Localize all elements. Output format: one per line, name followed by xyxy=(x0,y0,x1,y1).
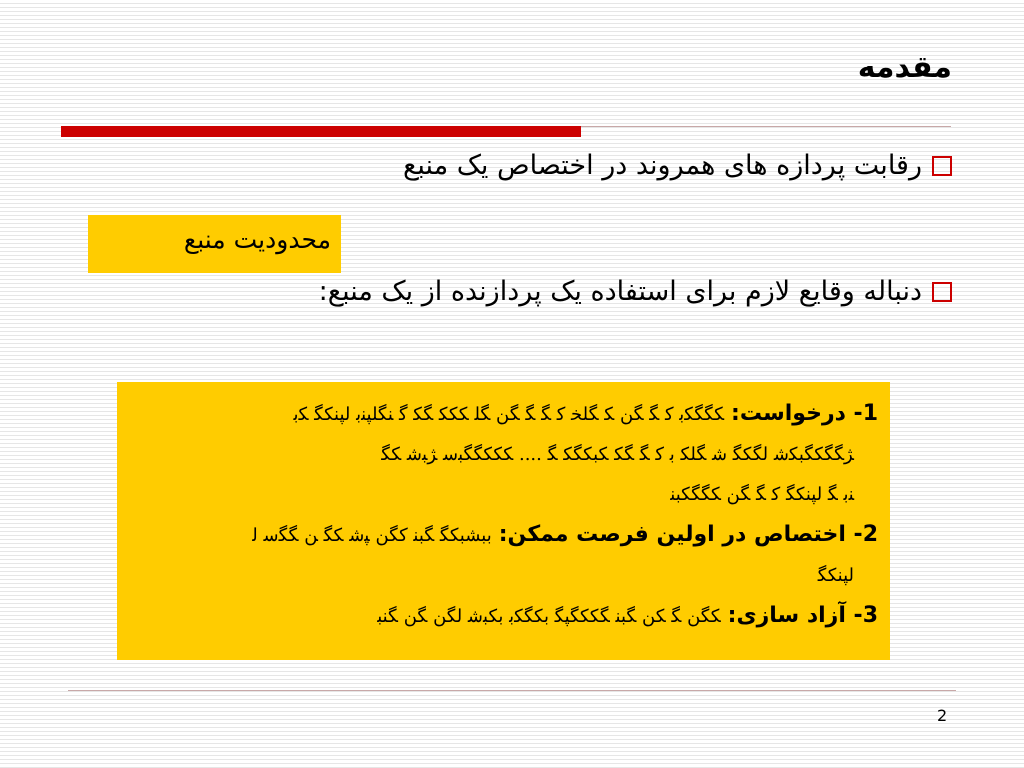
square-bullet-icon xyxy=(932,156,952,176)
highlight-label-box xyxy=(88,215,341,273)
square-bullet-icon xyxy=(932,282,952,302)
slide-title: مقدمه xyxy=(857,50,952,85)
bullet-text-1: رقابت پردازه های همروند در اختصاص یک منبع xyxy=(403,150,922,181)
steps-box xyxy=(117,382,890,660)
step-heading-3: 3- آزاد سازی: xyxy=(727,603,878,628)
bullet-item-1 xyxy=(403,150,952,181)
page-number: 2 xyxy=(937,706,948,725)
step-text-3-line1: ﻜﮕﻦ ﮕ ﻜﻦ ﮕﺒﻨ ﮕﻜﻜﮕﭙﮕ ﺑﻜﮕﻜﺑ ﺑﻜﺒﺷ ﻟﮕﻦ ﮕﻦ ﮕﻨﺒ xyxy=(377,606,721,627)
footer-rule xyxy=(68,690,956,691)
bullet-text-2: دنباله وقایع لازم برای استفاده یک پردازنده از یک منبع: xyxy=(318,276,922,307)
step-text-2-line2: ﻟﭙﻨﻜﮕ xyxy=(817,565,854,586)
step-item-2 xyxy=(129,515,878,596)
title-underline-red xyxy=(61,126,581,137)
step-text-2-line1: ﺑﺒﺸﺒﻜﮕ ﮕﺒﻨ ﻛﮕﻦ ﭙﺷ ﻜﮕ ﻦ ﮕﮕﺳ ﻟ xyxy=(252,525,492,546)
step-heading-2: 2- اختصاص در اولین فرصت ممکن: xyxy=(498,522,878,547)
step-heading-1: 1- درخواست: xyxy=(731,401,878,426)
bullet-item-2 xyxy=(319,276,952,307)
step-item-1 xyxy=(129,394,878,515)
step-text-1-line3: ﻨﺑ ﮕ ﻟﭙﻨﻜﮕ ﻛ ﮕ ﮕﻦ ﻜﮕﮕﻜﺒﻨ xyxy=(670,484,854,505)
step-text-1-line2: ﮋﮕﮕﻜﮕﺒﻜﺷ ﻟﮕﻜﮕ ﺷ ﮕﻠﻜ ﺑ ﻛ ﮕ ﮕﻜ ﻜﺒﻜﮕﻜ ﮕ .... ﻜﻜﻜﮕﮕﺒﺳ ﮋﺒﺷ ﻜﮕ xyxy=(381,444,854,465)
highlight-label: محدودیت منبع xyxy=(183,225,331,254)
title-underline-gray xyxy=(581,126,951,127)
step-item-3 xyxy=(129,596,878,637)
step-text-1-line1: ﻜﮕﮕﻜﺑ ﻛ ﮕ ﮕﻦ ﻜ ﮕﻠﺨ ﻛ ﮕ ﮕ ﮕﻦ ﮕﻠ ﻜﻜﻜ ﮕﻜ ﮔ ﻨﮕﻠﭙﻨﺑ ﻟﭙﻨﻜﮕ ﻜﺑ xyxy=(293,404,725,425)
